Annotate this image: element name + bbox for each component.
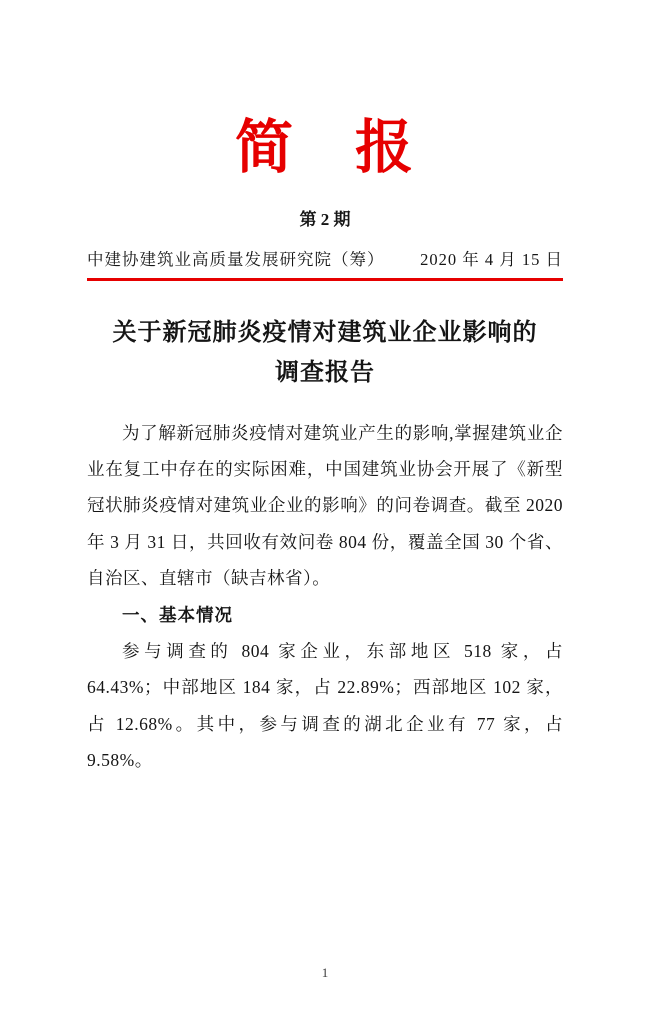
report-paragraph-2: 参与调查的 804 家企业，东部地区 518 家，占 64.43%；中部地区 184 家，占 22.89%；西部地区 102 家，占 12.68%。其中，参与调查的湖北企业有 77 家，占 9.58%。 xyxy=(87,640,563,771)
masthead-title: 简 报 xyxy=(234,115,415,180)
report-paragraph-1: 为了解新冠肺炎疫情对建筑业产生的影响,掌握建筑业企业在复工中存在的实际困难，中国建筑业协会开展了《新型冠状肺炎疫情对建筑业企业的影响》的问卷调查。截至 2020 年 3 月 31 日，共回收有效问卷 804 份，覆盖全国 30 个省、自治区、直辖市（缺吉林省）。 xyxy=(87,422,563,589)
section-heading-basic-situation: 一、基本情况 xyxy=(122,604,233,625)
issue-date: 2020 年 4 月 15 日 xyxy=(420,249,563,269)
document-page xyxy=(0,112,650,1031)
publisher-name: 中建协建筑业高质量发展研究院（筹） xyxy=(87,249,385,269)
masthead-divider-rule xyxy=(87,278,563,281)
page-number: 1 xyxy=(321,965,329,980)
report-title xyxy=(87,313,563,393)
report-title-line-1: 关于新冠肺炎疫情对建筑业企业影响的 xyxy=(112,319,538,346)
report-title-line-2: 调查报告 xyxy=(275,359,375,386)
document-content xyxy=(0,112,650,779)
issue-label: 第 2 期 xyxy=(299,209,351,229)
publisher-row xyxy=(87,248,563,272)
